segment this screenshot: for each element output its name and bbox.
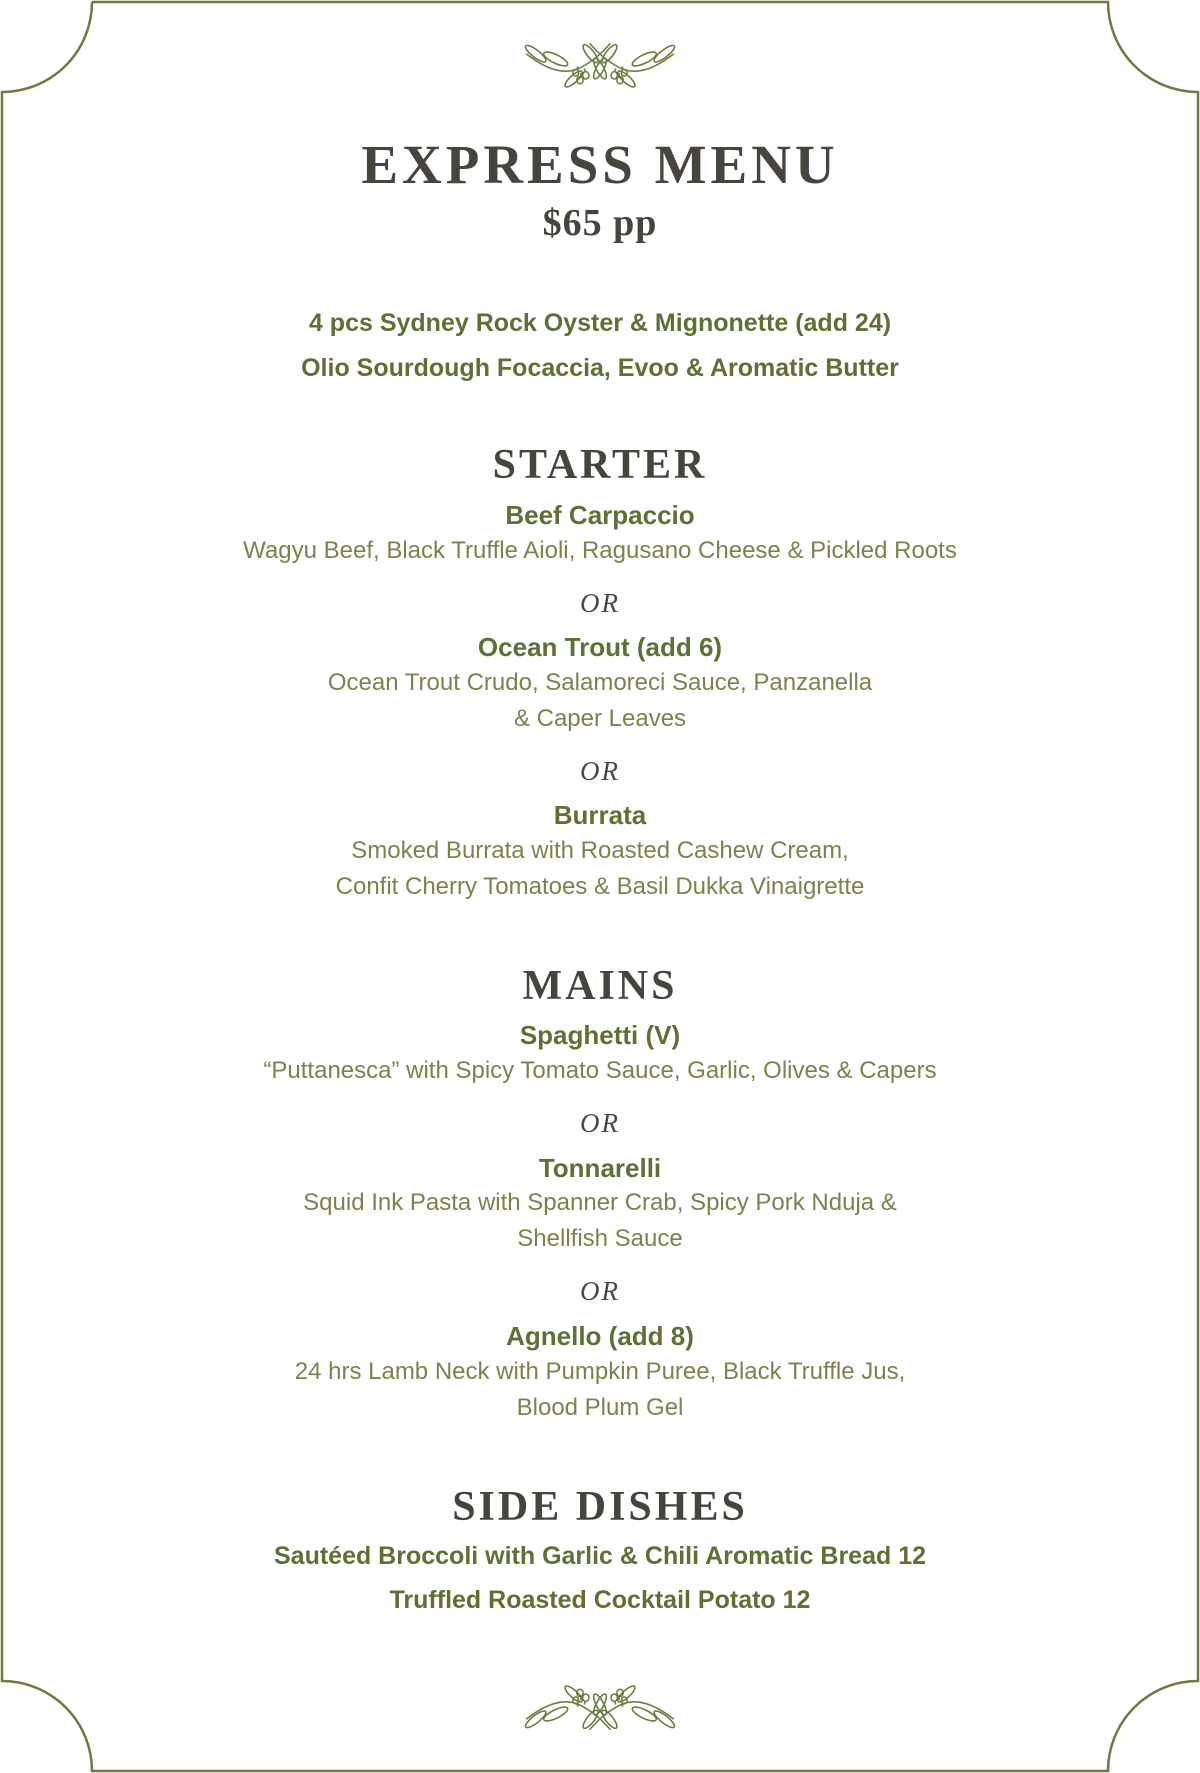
menu-item-name: Tonnarelli (538, 1152, 662, 1183)
menu-item-name: Burrata (553, 800, 647, 831)
menu-item-desc: Confit Cherry Tomatoes & Basil Dukka Vinaigrette (335, 873, 865, 900)
olive-branch-ornament-top-icon (520, 0, 680, 98)
menu-item-desc: Blood Plum Gel (516, 1393, 684, 1421)
menu-item-name: Spaghetti (V) (519, 1020, 681, 1051)
side-dishes-block (0, 1540, 1200, 1618)
or-divider: OR (580, 755, 620, 786)
menu-item-name: Ocean Trout (add 6) (477, 632, 723, 663)
section-title-side-dishes: SIDE DISHES (452, 1483, 748, 1530)
side-dish-line: Truffled Roasted Cocktail Potato 12 (389, 1585, 811, 1614)
section-title-starter: STARTER (492, 442, 708, 489)
menu-item-desc: Ocean Trout Crudo, Salamoreci Sauce, Panzanella (327, 668, 873, 696)
menu-item-desc: Smoked Burrata with Roasted Cashew Cream, (351, 837, 849, 864)
or-divider: OR (580, 587, 620, 618)
menu-item-desc: Wagyu Beef, Black Truffle Aioli, Ragusano Cheese & Pickled Roots (243, 536, 957, 564)
section-title-mains: MAINS (522, 963, 678, 1009)
menu-item-desc: Squid Ink Pasta with Spanner Crab, Spicy Pork Nduja & (303, 1189, 897, 1217)
intro-block (0, 307, 1200, 384)
or-divider: OR (580, 1276, 620, 1307)
menu-title: EXPRESS MENU (361, 134, 839, 195)
olive-branch-ornament-bottom-icon (520, 1675, 680, 1733)
menu-item (0, 631, 1200, 737)
menu-price: $65 pp (542, 201, 658, 244)
side-dish-line: Sautéed Broccoli with Garlic & Chili Aromatic Bread 12 (273, 1541, 927, 1570)
intro-line: Olio Sourdough Focaccia, Evoo & Aromatic Butter (301, 353, 899, 382)
menu-item-desc: “Puttanesca” with Spicy Tomato Sauce, Garlic, Olives & Capers (263, 1057, 937, 1085)
or-divider: OR (580, 1108, 620, 1139)
menu-item-name: Agnello (add 8) (506, 1320, 694, 1351)
menu-item-desc: & Caper Leaves (513, 704, 687, 732)
menu-item-desc: Shellfish Sauce (517, 1225, 683, 1253)
menu-item (0, 1320, 1200, 1426)
intro-line: 4 pcs Sydney Rock Oyster & Mignonette (add 24) (308, 309, 892, 338)
menu-item (0, 799, 1200, 905)
menu-item-name: Beef Carpaccio (505, 499, 695, 530)
menu-item (0, 499, 1200, 569)
menu-item (0, 1019, 1200, 1089)
menu-item (0, 1152, 1200, 1258)
menu-item-desc: 24 hrs Lamb Neck with Pumpkin Puree, Black Truffle Jus, (294, 1357, 906, 1385)
